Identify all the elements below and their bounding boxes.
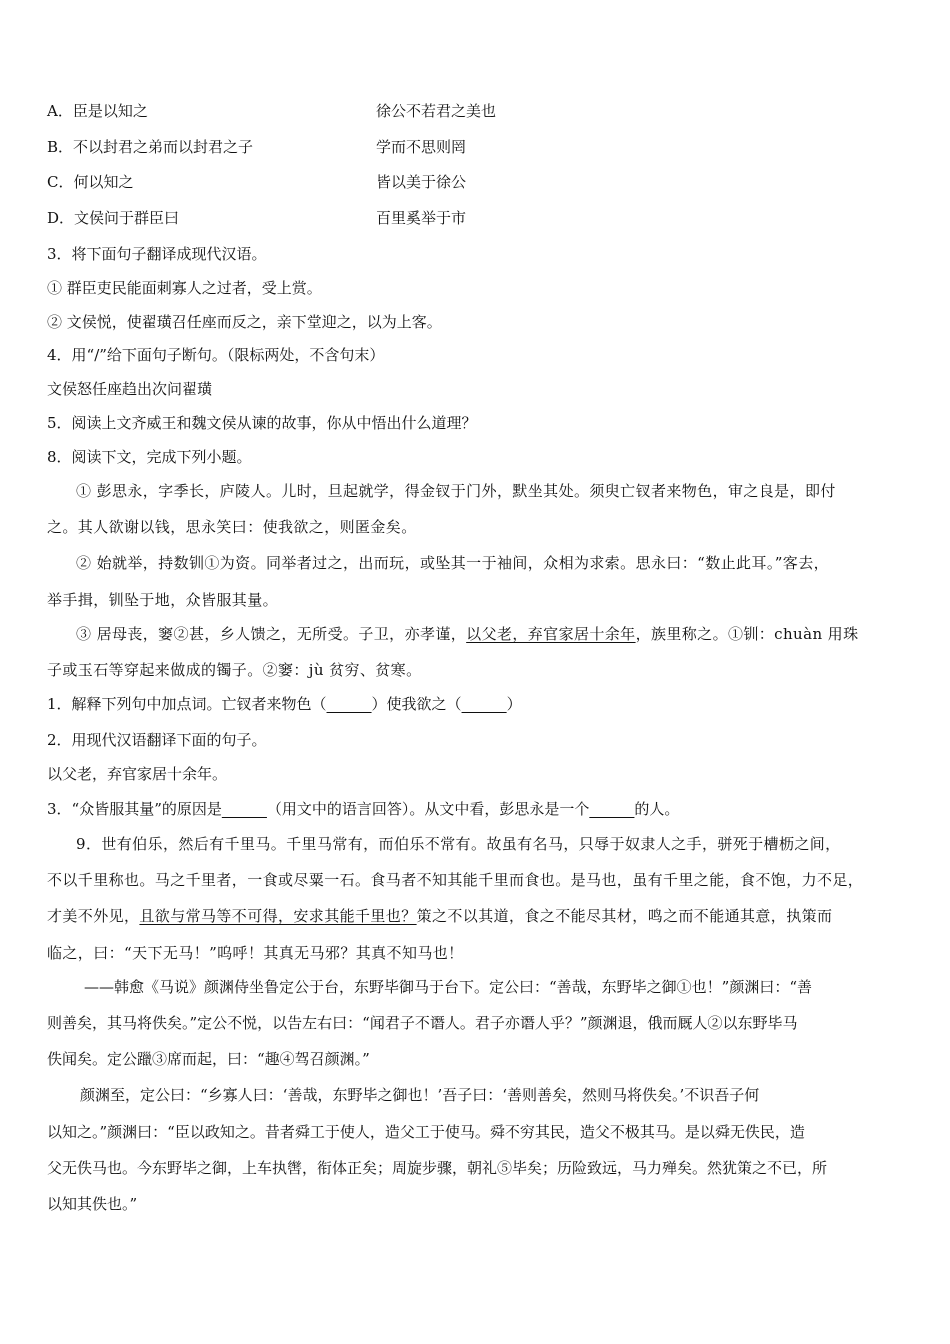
q1-text-b: ）使我欲之（ bbox=[371, 695, 462, 713]
passage-8-p3-text-b: ，族里称之。①钏：chuàn 用珠 bbox=[635, 625, 859, 643]
question-5: 5．阅读上文齐威王和魏文侯从谏的故事，你从中悟出什么道理？ bbox=[47, 414, 477, 432]
passage-9-line5: ——韩愈《马说》颜渊侍坐鲁定公于台，东野毕御马于台下。定公曰：“善哉，东野毕之御①也！”颜渊曰：“善 bbox=[84, 978, 813, 996]
answer-blank-3[interactable]: ______ bbox=[221, 800, 267, 818]
q3-text-c: 的人。 bbox=[634, 800, 680, 818]
passage-9-line3-b: 策之不以其道，食之不能尽其材，鸣之而不能通其意，执策而 bbox=[416, 907, 833, 925]
passage-9-line1: 9．世有伯乐，然后有千里马。千里马常有，而伯乐不常有。故虽有名马，只辱于奴隶人之手，骈死于槽枥之间， bbox=[76, 835, 841, 853]
option-a-right: 徐公不若君之美也 bbox=[376, 102, 497, 120]
q3-text-a: 3．“众皆服其量”的原因是 bbox=[47, 800, 222, 818]
option-a bbox=[47, 101, 907, 121]
question-3-sentence-2: ② 文侯悦，使翟璜召任座而反之，亲下堂迎之，以为上客。 bbox=[47, 313, 442, 331]
section-8-title: 8．阅读下文，完成下列小题。 bbox=[47, 448, 252, 466]
q1-text-a: 1．解释下列句中加点词。亡钗者来物色（ bbox=[47, 695, 327, 713]
passage-8-p1-line1: ① 彭思永，字季长，庐陵人。儿时，旦起就学，得金钗于门外，默坐其处。须臾亡钗者来物色，审之良是，即付 bbox=[76, 482, 836, 500]
option-b-left: B．不以封君之弟而以封君之子 bbox=[47, 138, 254, 156]
option-c-right: 皆以美于徐公 bbox=[376, 173, 467, 191]
q3-text-b: （用文中的语言回答）。从文中看，彭思永是一个 bbox=[266, 800, 590, 818]
passage-8-p3-line2: 子或玉石等穿起来做成的镯子。②窭：jù 贫穷、贫寒。 bbox=[47, 661, 422, 679]
question-4-text: 文侯怒任座趋出次问翟璜 bbox=[47, 380, 213, 398]
option-c bbox=[47, 172, 907, 192]
option-d bbox=[47, 208, 907, 228]
passage-8-p3-text-a: ③ 居母丧，窭②甚，乡人馈之，无所受。子卫，亦孝谨， bbox=[76, 625, 467, 643]
passage-9-line3-a: 才美不外见， bbox=[47, 907, 140, 925]
section-8-question-1 bbox=[47, 694, 907, 714]
option-d-left: D．文侯问于群臣曰 bbox=[47, 209, 180, 227]
section-8-question-2-text: 以父老，弃官家居十余年。 bbox=[47, 765, 228, 783]
question-4: 4．用“/”给下面句子断句。（限标两处，不含句末） bbox=[47, 346, 385, 364]
passage-8-p2-line2: 举手揖，钏坠于地，众皆服其量。 bbox=[47, 591, 279, 609]
answer-blank-2[interactable]: ______ bbox=[461, 695, 507, 713]
passage-8-underlined-sentence: 以父老，弃官家居十余年 bbox=[466, 625, 636, 643]
option-d-right: 百里奚举于市 bbox=[376, 209, 467, 227]
passage-8-p3-line1 bbox=[76, 624, 908, 644]
passage-9-line9: 以知之。”颜渊曰：“臣以政知之。昔者舜工于使人，造父工于使马。舜不穷其民，造父不极其马。是以舜无佚民，造 bbox=[47, 1123, 805, 1141]
passage-9-line8: 颜渊至，定公曰：“乡寡人曰：‘善哉，东野毕之御也！’吾子曰：‘善则善矣，然则马将佚矣。’不识吾子何 bbox=[80, 1086, 760, 1104]
passage-9-line11: 以知其佚也。” bbox=[47, 1195, 138, 1213]
passage-8-p2-line1: ② 始就举，持数钏①为资。同举者过之，出而玩，或坠其一于袖间，众相为求索。思永曰：“数止此耳。”客去， bbox=[76, 554, 830, 572]
passage-8-p1-line2: 之。其人欲谢以钱，思永笑曰：使我欲之，则匿金矣。 bbox=[47, 518, 417, 536]
section-8-question-3 bbox=[47, 799, 907, 819]
answer-blank-4[interactable]: ______ bbox=[589, 800, 635, 818]
passage-9-underlined-sentence: 且欲与常马等不可得，安求其能千里也？ bbox=[139, 907, 417, 925]
answer-blank-1[interactable]: ______ bbox=[326, 695, 372, 713]
question-3: 3．将下面句子翻译成现代汉语。 bbox=[47, 245, 267, 263]
passage-9-line4: 临之，曰：“天下无马！”呜呼！其真无马邪？其真不知马也！ bbox=[47, 944, 464, 962]
section-8-question-2: 2．用现代汉语翻译下面的句子。 bbox=[47, 731, 267, 749]
question-3-sentence-1: ① 群臣吏民能面刺寡人之过者，受上赏。 bbox=[47, 279, 322, 297]
passage-9-line2: 不以千里称也。马之千里者，一食或尽粟一石。食马者不知其能千里而食也。是马也，虽有千里之能，食不饱，力不足， bbox=[47, 871, 864, 889]
option-b-right: 学而不思则罔 bbox=[376, 138, 467, 156]
passage-9-line6: 则善矣，其马将佚矣。”定公不悦，以告左右曰：“闻君子不谮人。君子亦谮人乎？”颜渊退，俄而厩人②以东野毕马 bbox=[47, 1014, 798, 1032]
passage-9-line7: 佚闻矣。定公躐③席而起，曰：“趣④驾召颜渊。” bbox=[47, 1050, 370, 1068]
option-a-left: A．臣是以知之 bbox=[47, 102, 148, 120]
q1-text-c: ） bbox=[506, 695, 522, 713]
option-b bbox=[47, 137, 907, 157]
passage-9-line3 bbox=[47, 906, 907, 926]
passage-9-line10: 父无佚马也。今东野毕之御，上车执辔，衔体正矣；周旋步骤，朝礼⑤毕矣；历险致远，马力殚矣。然犹策之不已，所 bbox=[47, 1159, 828, 1177]
option-c-left: C．何以知之 bbox=[47, 173, 134, 191]
